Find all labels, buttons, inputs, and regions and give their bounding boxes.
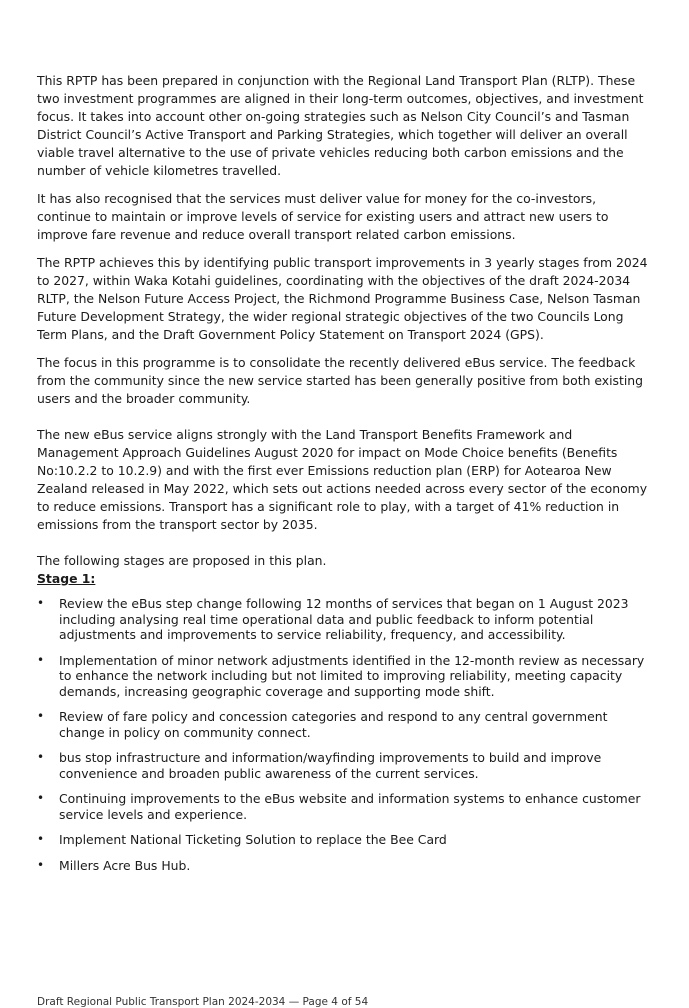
paragraph-stages-intro: The following stages are proposed in this plan. [37,553,327,568]
bullet-item [37,832,653,848]
bullet-item [37,709,653,740]
paragraph-rltp-alignment: This RPTP has been prepared in conjunction with the Regional Land Transport Plan (RLTP). These two investment programmes are aligned in their long-term outcomes, objectives, and investment focus. It takes into account other on-going strategies such as Nelson City Council’s and Tasman District Council’s Active Transport and Parking Strategies, which together will deliver an overall viable travel alternative to the use of private vehicles reducing both carbon emissions and the number of vehicle kilometres travelled. [37,73,644,178]
page-footer: Draft Regional Public Transport Plan 2024-2034 — Page 4 of 54 [37,996,369,1008]
bullet-text: Continuing improvements to the eBus website and information systems to enhance customer service levels and experience. [59,791,641,822]
bullet-item [37,858,653,874]
bullet-item [37,653,653,700]
bullet-text: Implementation of minor network adjustments identified in the 12-month review as necessary to enhance the network including but not limited to improving reliability, meeting capacity demands, increasing geographic coverage and supporting mode shift. [59,652,645,699]
bullet-item [37,596,653,643]
bullet-item [37,750,653,781]
bullet-dot-icon: • [37,857,45,872]
bullet-dot-icon: • [37,832,45,846]
bullet-text: Millers Acre Bus Hub. [59,857,191,873]
bullet-dot-icon: • [37,652,45,667]
bullet-text: Review of fare policy and concession categories and respond to any central government change in policy on community connect. [59,709,608,740]
paragraph-benefits-framework: The new eBus service aligns strongly with the Land Transport Benefits Framework and Management Approach Guidelines August 2020 for impact on Mode Choice benefits (Benefits No:10.2.2 to 10.2.9) and with the first ever Emissions reduction plan (ERP) for Aotearoa New Zealand released in May 2022, which sets out actions needed across every sector of the economy to reduce emissions. Transport has a significant role to play, with a target of 41% reduction in emissions from the transport sector by 2035. [37,427,648,532]
document-page [37,72,653,883]
paragraph-improvements-stages: The RPTP achieves this by identifying public transport improvements in 3 yearly stages from 2024 to 2027, within Waka Kotahi guidelines, coordinating with the objectives of the draft 2024-2034 RLTP, the Nelson Future Access Project, the Richmond Programme Business Case, Nelson Tasman Future Development Strategy, the wider regional strategic objectives of the two Councils Long Term Plans, and the Draft Government Policy Statement on Transport 2024 (GPS). [37,255,648,342]
bullet-dot-icon: • [37,750,45,764]
paragraph-value-for-money: It has also recognised that the services must deliver value for money for the co-investors, continue to maintain or improve levels of service for existing users and attract new users to improve fare revenue and reduce overall transport related carbon emissions. [37,191,609,242]
paragraph-ebus-focus: The focus in this programme is to consolidate the recently delivered eBus service. The feedback from the community since the new service started has been generally positive from both existing users and the broader community. [37,355,644,406]
bullet-dot-icon: • [37,596,45,610]
bullet-dot-icon: • [37,709,45,723]
stage-1-heading: Stage 1: [37,571,96,586]
bullet-text: Implement National Ticketing Solution to replace the Bee Card [59,832,447,847]
bullet-text: bus stop infrastructure and information/wayfinding improvements to build and improve convenience and broaden public awareness of the current services. [59,750,602,781]
bullet-item [37,791,653,822]
stage-1-bullet-list [37,596,653,873]
bullet-dot-icon: • [37,791,45,805]
bullet-text: Review the eBus step change following 12 months of services that began on 1 August 2023 including analysing real time operational data and public feedback to inform potential adjustments and improvements to service reliability, frequency, and accessibility. [59,596,629,642]
